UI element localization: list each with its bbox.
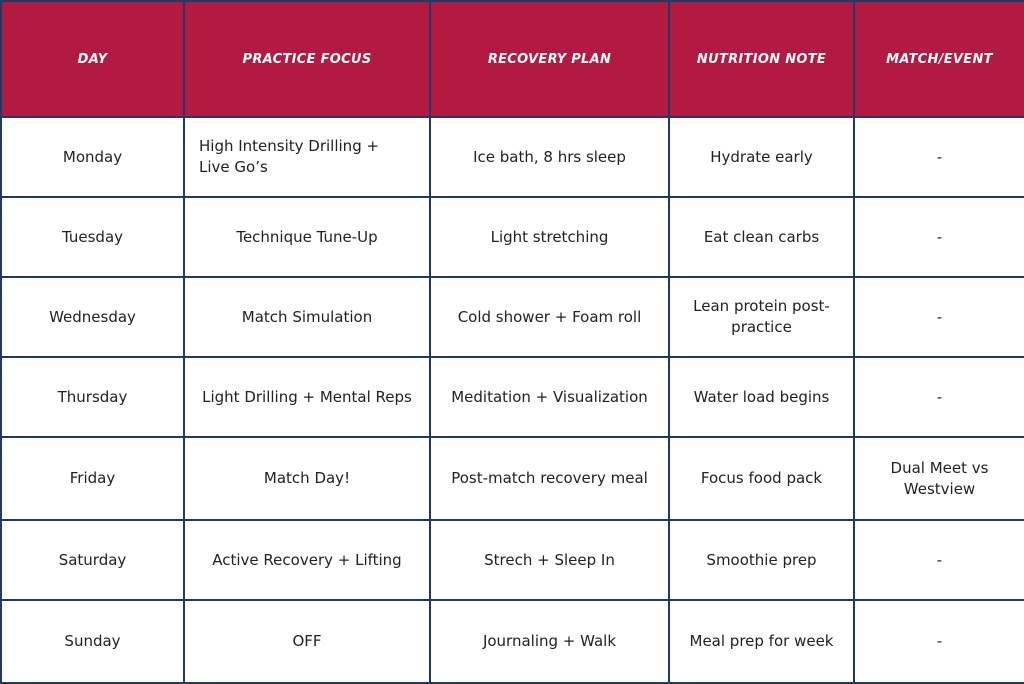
recovery-cell: Meditation + Visualization xyxy=(430,357,669,437)
practice-cell: High Intensity Drilling + Live Go’s xyxy=(184,117,430,197)
nutrition-cell: Smoothie prep xyxy=(669,520,854,600)
header-practice-focus: PRACTICE FOCUS xyxy=(184,1,430,117)
table-body xyxy=(1,117,1024,683)
recovery-cell: Strech + Sleep In xyxy=(430,520,669,600)
table-row xyxy=(1,277,1024,357)
event-cell: - xyxy=(854,197,1024,277)
day-cell: Saturday xyxy=(1,520,184,600)
day-cell: Monday xyxy=(1,117,184,197)
practice-cell: Light Drilling + Mental Reps xyxy=(184,357,430,437)
table-row xyxy=(1,520,1024,600)
event-cell: - xyxy=(854,357,1024,437)
recovery-cell: Ice bath, 8 hrs sleep xyxy=(430,117,669,197)
nutrition-cell: Lean protein post-practice xyxy=(669,277,854,357)
nutrition-cell: Water load begins xyxy=(669,357,854,437)
day-cell: Tuesday xyxy=(1,197,184,277)
header-day: DAY xyxy=(1,1,184,117)
table-row xyxy=(1,357,1024,437)
day-cell: Friday xyxy=(1,437,184,520)
nutrition-cell: Eat clean carbs xyxy=(669,197,854,277)
event-cell: - xyxy=(854,117,1024,197)
table-header xyxy=(1,1,1024,117)
event-cell: - xyxy=(854,520,1024,600)
table-row xyxy=(1,117,1024,197)
day-cell: Sunday xyxy=(1,600,184,683)
header-recovery-plan: RECOVERY PLAN xyxy=(430,1,669,117)
header-nutrition-note: NUTRITION NOTE xyxy=(669,1,854,117)
recovery-cell: Journaling + Walk xyxy=(430,600,669,683)
day-cell: Thursday xyxy=(1,357,184,437)
day-cell: Wednesday xyxy=(1,277,184,357)
nutrition-cell: Hydrate early xyxy=(669,117,854,197)
header-row xyxy=(1,1,1024,117)
table-row xyxy=(1,197,1024,277)
practice-cell: OFF xyxy=(184,600,430,683)
table-row xyxy=(1,437,1024,520)
event-cell: Dual Meet vs Westview xyxy=(854,437,1024,520)
practice-cell: Match Simulation xyxy=(184,277,430,357)
nutrition-cell: Focus food pack xyxy=(669,437,854,520)
recovery-cell: Post-match recovery meal xyxy=(430,437,669,520)
event-cell: - xyxy=(854,277,1024,357)
header-match-event: MATCH/EVENT xyxy=(854,1,1024,117)
event-cell: - xyxy=(854,600,1024,683)
practice-cell: Active Recovery + Lifting xyxy=(184,520,430,600)
recovery-cell: Cold shower + Foam roll xyxy=(430,277,669,357)
nutrition-cell: Meal prep for week xyxy=(669,600,854,683)
practice-cell: Technique Tune-Up xyxy=(184,197,430,277)
recovery-cell: Light stretching xyxy=(430,197,669,277)
table-row xyxy=(1,600,1024,683)
practice-cell: Match Day! xyxy=(184,437,430,520)
